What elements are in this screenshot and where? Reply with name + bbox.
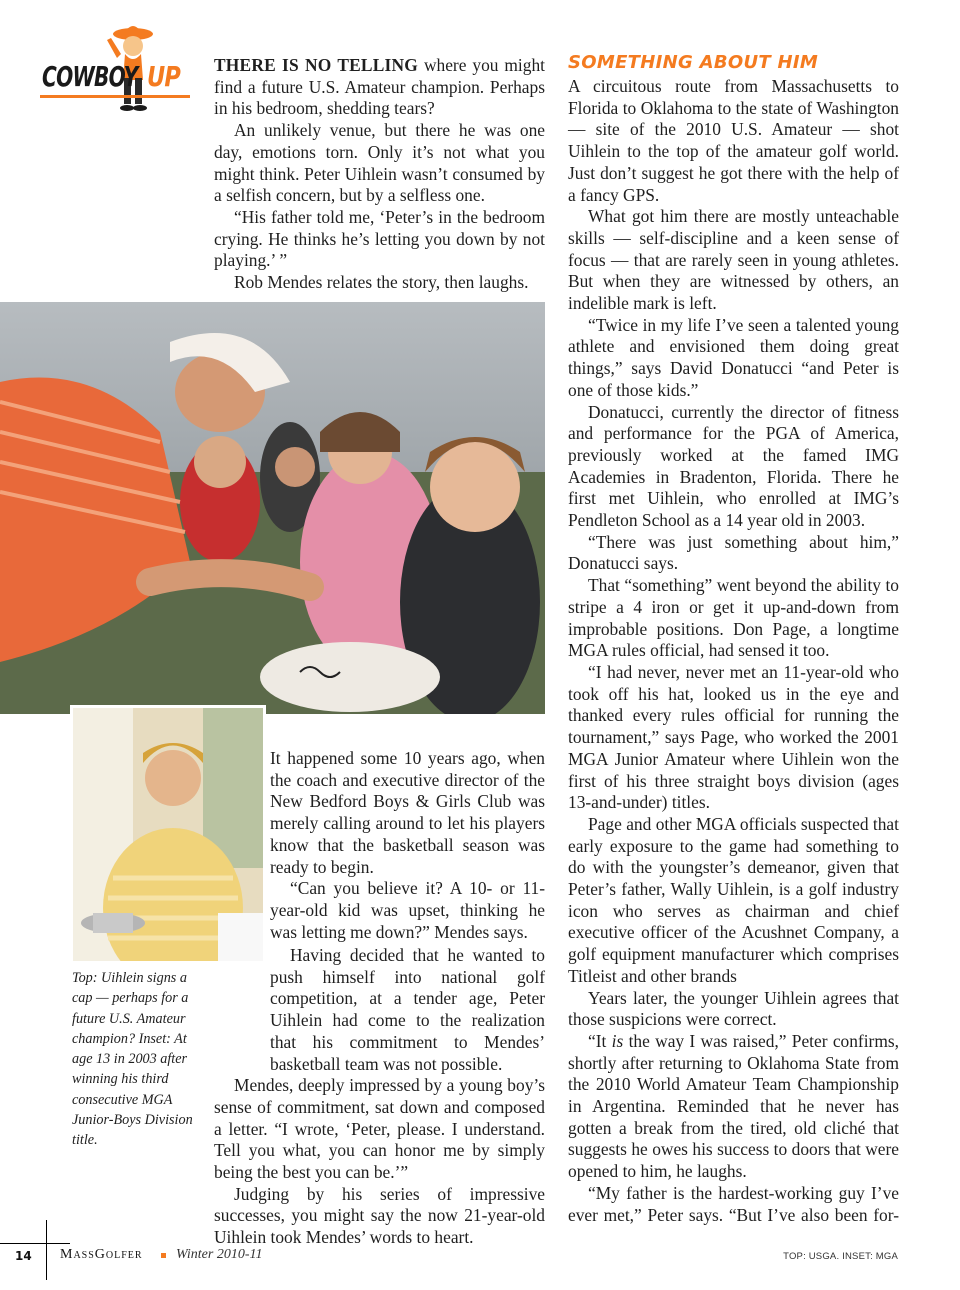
cowboy-up-logo (38, 20, 193, 120)
article-paragraph: Years later, the younger Uihlein agrees that those suspicions were correct. (568, 987, 899, 1030)
article-paragraph: Rob Mendes relates the story, then laughs. (234, 272, 529, 293)
article-paragraph: THERE IS NO TELLING where you might find a future U.S. Amateur champion. Perhaps in his bedroom, shedding tears? (214, 55, 545, 119)
article-paragraph: Mendes, deeply impressed by a young boy’s sense of commitment, sat down and composed a letter. “I wrote, ‘Peter, please. I understand. Tell you what, you can honor me by simply being the best you can be.’” (214, 1075, 545, 1183)
section-heading: SOMETHING ABOUT HIM (568, 52, 819, 73)
magazine-name: MassGolfer (60, 1247, 143, 1262)
article-paragraph: “I had never, never met an 11-year-old who took off his hat, looked us in the eye and thanked every rules official for running the tournament,” says Page, who worked the 2001 MGA Junior Amateur where Uihlein won the first of his three straight boys division (ages 13-and-under) titles. (568, 661, 899, 813)
article-paragraph: “Can you believe it? A 10- or 11-year-old kid was upset, thinking he was letting me down?” Mendes says. (270, 878, 545, 942)
article-column-left (214, 55, 545, 294)
crop-mark-vertical (46, 1220, 47, 1280)
issue-date: Winter 2010-11 (176, 1247, 263, 1262)
logo-word-up: UP (147, 60, 181, 93)
logo-word-cowboy: COWBOY (42, 60, 138, 93)
article-paragraph: “Twice in my life I’ve seen a talented young athlete and envisioned them doing great things,” says David Donatucci “and Peter is one of those kids.” (568, 314, 899, 400)
article-paragraph: What got him there are mostly unteachable skills — self-discipline and a keen sense of focus — that are rarely seen in young athletes. But when they are witnessed by others, an indelible mark is left. (568, 206, 899, 314)
article-paragraph: Having decided that he wanted to push himself into national golf competition, at a tender age, Peter Uihlein had come to the realization that his commitment to Mendes’ basketball team was not possible. (270, 945, 545, 1074)
article-paragraph: “There was just something about him,” Donatucci says. (568, 531, 899, 574)
article-paragraph: It happened some 10 years ago, when the coach and executive director of the New Bedford Boys & Girls Club was merely calling around to let his players know that the basketball season was ready to begin. (270, 748, 545, 877)
photo-credit: TOP: USGA. INSET: MGA (783, 1251, 898, 1262)
article-paragraph: A circuitous route from Massachusetts to Florida to Oklahoma to the state of Washington — site of the 2010 U.S. Amateur — shot Uihlein to the top of the amateur golf world. Just don’t suggest he got there with the help of a fancy GPS. (568, 76, 899, 205)
photo-uihlein-signing-cap (0, 302, 545, 714)
article-paragraph: “It is the way I was raised,” Peter confirms, shortly after returning to Oklahoma State from the 2010 World Amateur Team Championship in Argentina. Reminded that he never has gotten a break from the tired, old cliché that suggests he owes his success to doors that were opened to him, he laughs. (568, 1030, 899, 1182)
article-paragraph: An unlikely venue, but there he was one day, emotions torn. Only it’s not what you might think. Peter Uihlein wasn’t consumed by a selfish concern, but by a selfless one. (214, 120, 545, 206)
page-number: 14 (15, 1249, 32, 1263)
photo-inset-young-uihlein (70, 705, 266, 964)
article-paragraph: That “something” went beyond the ability to stripe a 4 iron or get it up-and-down from improbable positions. Don Page, a longtime MGA rules official, had sensed it too. (568, 575, 899, 661)
article-column-right (568, 76, 899, 1226)
logo-underline (40, 95, 190, 98)
footer-dot-icon (161, 1253, 166, 1258)
article-column-middle-bottom (214, 945, 545, 1249)
article-paragraph: Page and other MGA officials suspected that early exposure to the game had something to do with the youngster’s demeanor, given that Peter’s father, Wally Uihlein, is a golf industry icon who serves as chairman and chief executive officer of the Acushnet Company, a golf equipment manufacturer which comprises Titleist and other brands (568, 813, 899, 986)
article-column-middle-top (270, 748, 545, 943)
article-paragraph: “My father is the hardest-working guy I’ve ever met,” Peter says. “But I’ve also been for- (568, 1182, 899, 1225)
article-paragraph: “His father told me, ‘Peter’s in the bedroom crying. He thinks he’s letting you down by not playing.’ ” (214, 206, 545, 271)
photo-caption: Top: Uihlein signs a cap — perhaps for a future U.S. Amateur champion? Inset: At age 13 in 2003 after winning his third consecutive MGA Junior-Boys Division title. (72, 970, 193, 1149)
crop-mark-horizontal (0, 1243, 70, 1244)
article-paragraph: Judging by his series of impressive successes, you might say the now 21-year-old Uihlein took Mendes’ words to heart. (214, 1183, 545, 1248)
lead-in-text: THERE IS NO TELLING (214, 55, 418, 75)
article-paragraph: Donatucci, currently the director of fitness and performance for the PGA of America, previously worked at the famed IMG Academies in Bradenton, Florida. There he first met Uihlein, who enrolled at IMG’s Pendleton School as a 14 year old in 2003. (568, 401, 899, 531)
